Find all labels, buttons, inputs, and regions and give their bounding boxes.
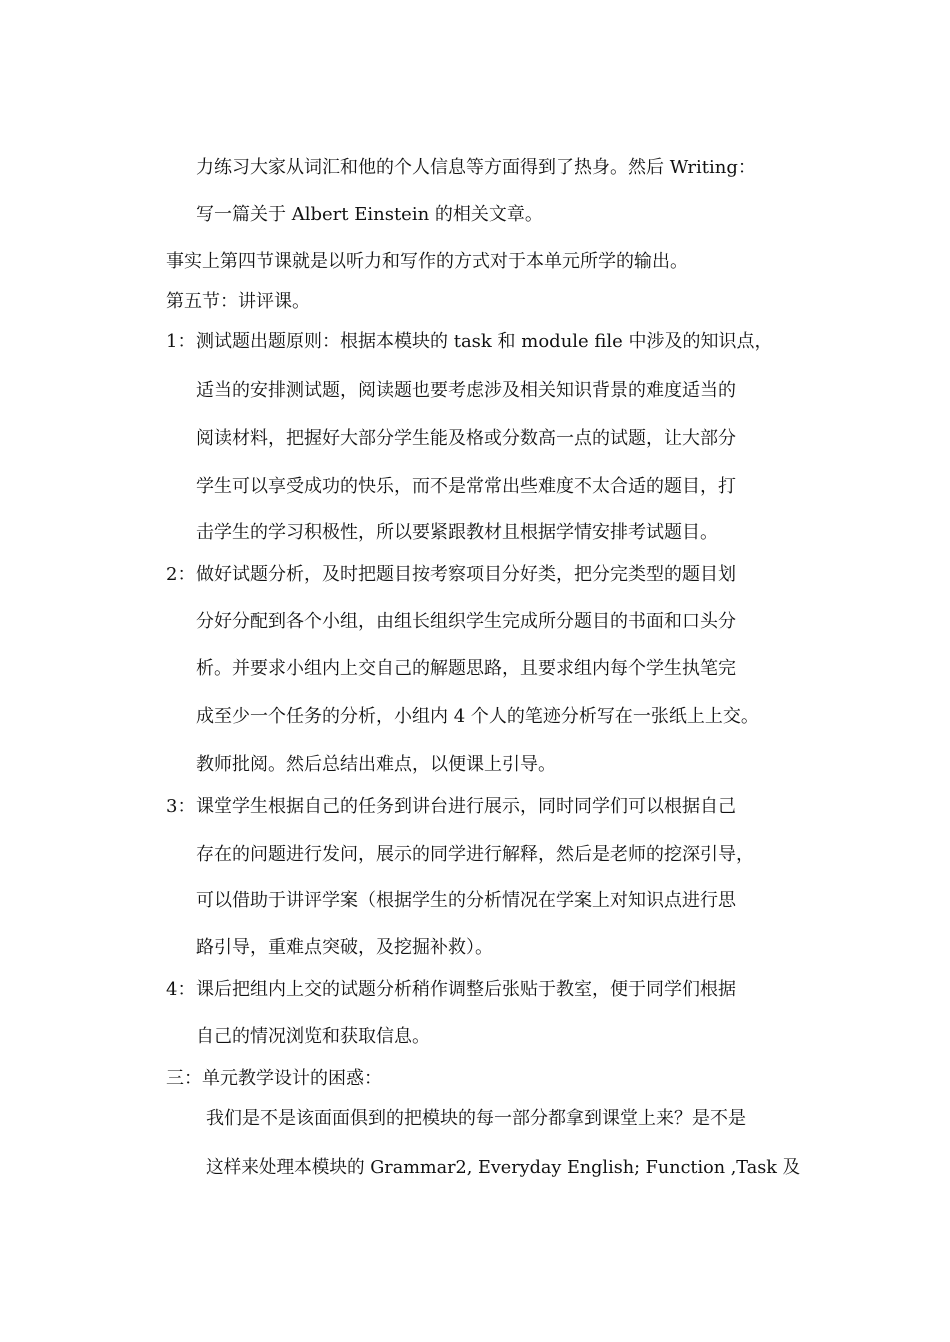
list-item-line: 分好分配到各个小组，由组长组织学生完成所分题目的书面和口头分 (196, 611, 736, 632)
list-item-line: 做好试题分析，及时把题目按考察项目分好类，把分完类型的题目划 (196, 564, 736, 585)
list-item-line: 课后把组内上交的试题分析稍作调整后张贴于教室，便于同学们根据 (196, 979, 736, 1000)
section-heading: 三：单元教学设计的困惑： (166, 1068, 382, 1089)
paragraph-line: 事实上第四节课就是以听力和写作的方式对于本单元所学的输出。 (166, 251, 688, 272)
list-item-line: 适当的安排测试题，阅读题也要考虑涉及相关知识背景的难度适当的 (196, 380, 736, 401)
list-item-line: 学生可以享受成功的快乐，而不是常常出些难度不太合适的题目，打 (196, 476, 736, 497)
list-number: 2： (166, 564, 196, 585)
list-item-line: 教师批阅。然后总结出难点，以便课上引导。 (196, 754, 556, 775)
paragraph-line: 这样来处理本模块的 Grammar2, Everyday English; Function ,Task 及 (206, 1157, 801, 1178)
list-item-line: 阅读材料，把握好大部分学生能及格或分数高一点的试题，让大部分 (196, 428, 736, 449)
list-item-line: 路引导，重难点突破，及挖掘补救）。 (196, 937, 493, 958)
list-item-line: 课堂学生根据自己的任务到讲台进行展示，同时同学们可以根据自己 (196, 796, 736, 817)
list-item-line: 测试题出题原则：根据本模块的 task 和 module file 中涉及的知识点， (196, 331, 773, 352)
list-number: 4： (166, 979, 196, 1000)
paragraph-line: 写一篇关于 Albert Einstein 的相关文章。 (196, 204, 543, 225)
paragraph-line: 我们是不是该面面俱到的把模块的每一部分都拿到课堂上来？是不是 (206, 1108, 746, 1129)
list-item-line: 存在的问题进行发问，展示的同学进行解释，然后是老师的挖深引导， (196, 844, 754, 865)
paragraph-line: 力练习大家从词汇和他的个人信息等方面得到了热身。然后 Writing： (196, 157, 756, 178)
list-item-line: 可以借助于讲评学案（根据学生的分析情况在学案上对知识点进行思 (196, 890, 736, 911)
list-item-line: 析。并要求小组内上交自己的解题思路，且要求组内每个学生执笔完 (196, 658, 736, 679)
list-item-line: 成至少一个任务的分析，小组内 4 个人的笔迹分析写在一张纸上上交。 (196, 706, 759, 727)
list-number: 1： (166, 331, 196, 352)
section-heading: 第五节：讲评课。 (166, 291, 310, 312)
list-item-line: 击学生的学习积极性，所以要紧跟教材且根据学情安排考试题目。 (196, 522, 718, 543)
list-number: 3： (166, 796, 196, 817)
list-item-line: 自己的情况浏览和获取信息。 (196, 1026, 430, 1047)
